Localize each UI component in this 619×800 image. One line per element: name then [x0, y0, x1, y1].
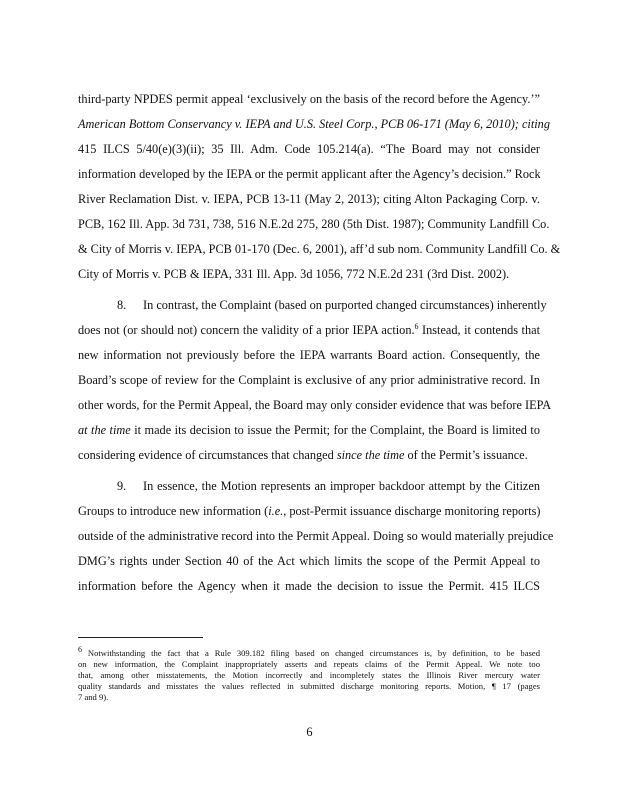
body-line: 415 ILCS 5/40(e)(3)(ii); 35 Ill. Adm. Code 105.214(a). “The Board may not consider [78, 142, 540, 156]
body-line: information before the Agency when it made the decision to issue the Permit. 415 ILCS [78, 579, 540, 593]
citation-line: American Bottom Conservancy v. IEPA and U.S. Steel Corp., PCB 06-171 (May 6, 2010); citing [78, 117, 550, 131]
footnote-line: quality standards and misstates the values reflected in submitted discharge monitoring reports. Motion, ¶ 17 (pages [78, 681, 540, 691]
body-line: other words, for the Permit Appeal, the Board may only consider evidence that was before IEPA [78, 398, 552, 412]
body-line: Board’s scope of review for the Complaint is exclusive of any prior administrative record. In [78, 373, 540, 387]
body-line: does not (or should not) concern the validity of a prior IEPA action.$^6$ Instead, it contends that [78, 321, 540, 337]
body-line: new information not previously before the IEPA warrants Board action. Consequently, the [78, 348, 540, 362]
paragraph-number: 8. [117, 298, 127, 312]
citation-line: PCB, 162 Ill. App. 3d 731, 738, 516 N.E.2d 275, 280 (5th Dist. 1987); Community Landfill Co. [78, 217, 550, 231]
body-line: at the time it made its decision to issue the Permit; for the Complaint, the Board is limited to [78, 423, 540, 437]
body-line: considering evidence of circumstances that changed since the time of the Permit’s issuance. [78, 448, 528, 462]
footnote-line: on new information, the Complaint inappropriately asserts and repeats claims of the Permit Appeal. We note too [78, 659, 540, 669]
footnote-line: that, among other misstatements, the Motion incorrectly and incompletely states the Illinois River mercury water [78, 670, 540, 680]
body-line: In essence, the Motion represents an improper backdoor attempt by the Citizen [143, 479, 540, 493]
footnote-reference[interactable]: 6 [414, 321, 419, 331]
citation-line: River Reclamation Dist. v. IEPA, PCB 13-11 (May 2, 2013); citing Alton Packaging Corp. v. [78, 192, 540, 206]
footnote-line: 7 and 9). [78, 692, 109, 702]
body-line: third-party NPDES permit appeal ‘exclusively on the basis of the record before the Agency.’” [78, 92, 540, 106]
body-line: information developed by the IEPA or the permit applicant after the Agency’s decision.” Rock [78, 167, 541, 181]
footnote-marker: 6 [78, 645, 82, 655]
body-line: outside of the administrative record into the Permit Appeal. Doing so would materially prejudice [78, 529, 554, 543]
body-line: DMG’s rights under Section 40 of the Act which limits the scope of the Permit Appeal to [78, 554, 540, 568]
citation-line: & City of Morris v. IEPA, PCB 01-170 (Dec. 6, 2001), aff’d sub nom. Community Landfill Co. & [78, 242, 561, 256]
page-number: 6 [306, 725, 313, 739]
footnote-separator [78, 637, 203, 638]
footnote-line: $^6$ Notwithstanding the fact that a Rule 309.182 filing based on changed circumstances is, by definition, to be based [78, 645, 540, 658]
citation-line: City of Morris v. PCB & IEPA, 331 Ill. App. 3d 1056, 772 N.E.2d 231 (3rd Dist. 2002). [78, 267, 510, 281]
paragraph-number: 9. [117, 479, 127, 493]
body-line: In contrast, the Complaint (based on purported changed circumstances) inherently [143, 298, 547, 312]
body-line: Groups to introduce new information (i.e., post-Permit issuance discharge monitoring reports) [78, 504, 541, 518]
